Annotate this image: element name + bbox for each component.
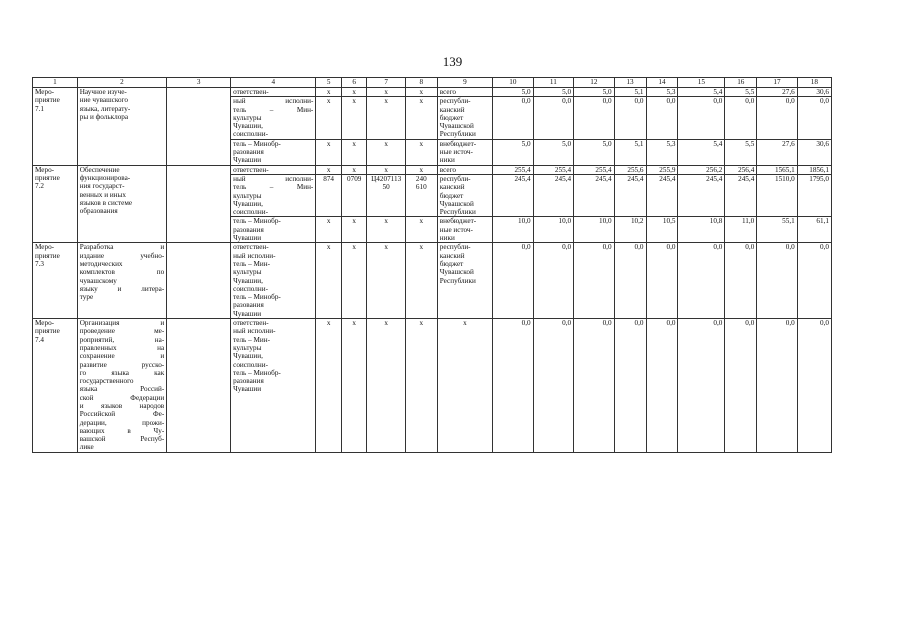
value-cell: 5,4 (678, 88, 725, 97)
value-cell: 0,0 (797, 97, 831, 139)
x-mark: х (367, 165, 405, 174)
budget-code: Ц4207113 50 (367, 174, 405, 216)
column-number-7: 7 (367, 78, 405, 88)
value-cell: 5,0 (533, 88, 573, 97)
value-cell: 0,0 (533, 97, 573, 139)
column-number-15: 15 (678, 78, 725, 88)
x-mark: х (367, 97, 405, 139)
column-number-3: 3 (167, 78, 231, 88)
x-mark: х (367, 88, 405, 97)
funding-source: всего (437, 165, 492, 174)
value-cell: 27,6 (757, 88, 797, 97)
column-number-18: 18 (797, 78, 831, 88)
x-mark: х (341, 139, 367, 165)
value-cell: 0,0 (725, 97, 757, 139)
measure-code: Меро- приятие 7.4 (33, 319, 78, 453)
funding-source: республи- канский бюджет Чувашской Республики (437, 243, 492, 319)
funding-source: республи- канский бюджет Чувашской Республики (437, 174, 492, 216)
value-cell: 0,0 (574, 319, 614, 453)
value-cell: 5,4 (678, 139, 725, 165)
value-cell: 256,2 (678, 165, 725, 174)
value-cell: 245,4 (646, 174, 678, 216)
value-cell: 5,0 (533, 139, 573, 165)
measure-code: Меро- приятие 7.1 (33, 88, 78, 166)
value-cell: 11,0 (725, 217, 757, 243)
x-mark: х (341, 319, 367, 453)
x-mark: х (405, 165, 437, 174)
value-cell: 30,6 (797, 139, 831, 165)
value-cell: 245,4 (574, 174, 614, 216)
empty-cell (167, 319, 231, 453)
value-cell: 255,9 (646, 165, 678, 174)
executor-cell: ответствен- (231, 88, 316, 97)
x-mark: х (316, 88, 342, 97)
value-cell: 5,5 (725, 139, 757, 165)
executor-cell: ответствен- ный исполни- тель – Мин- культуры Чувашии, соисполни- тель – Минобр- разования Чувашии (231, 319, 316, 453)
x-mark: х (341, 165, 367, 174)
value-cell: 0,0 (757, 243, 797, 319)
funding-source: х (437, 319, 492, 453)
x-mark: х (341, 88, 367, 97)
measure-name: Организация и проведение ме- роприятий, на- правленных на сохранение и развитие русско- го языка как государственного языка Россий- ской Федерации и языков народов Российской Фе- дерации, прожи- вающих в Чу- вашской Респуб- лике (77, 319, 166, 453)
column-number-14: 14 (646, 78, 678, 88)
value-cell: 5,0 (574, 88, 614, 97)
budget-table (32, 77, 832, 453)
value-cell: 55,1 (757, 217, 797, 243)
x-mark: х (405, 243, 437, 319)
measure-name: Научное изуче- ние чувашского языка, литерату- ры и фольклора (77, 88, 166, 166)
value-cell: 0,0 (725, 243, 757, 319)
funding-source: внебюджет- ные источ- ники (437, 217, 492, 243)
value-cell: 0,0 (574, 243, 614, 319)
value-cell: 0,0 (533, 243, 573, 319)
x-mark: х (405, 97, 437, 139)
executor-cell: тель – Минобр- разования Чувашии (231, 217, 316, 243)
value-cell: 10,0 (493, 217, 533, 243)
value-cell: 5,3 (646, 88, 678, 97)
value-cell: 5,3 (646, 139, 678, 165)
x-mark: х (341, 97, 367, 139)
executor-cell: ответствен- ный исполни- тель – Мин- культуры Чувашии, соисполни- тель – Минобр- разования Чувашии (231, 243, 316, 319)
x-mark: х (367, 139, 405, 165)
value-cell: 0,0 (614, 243, 646, 319)
value-cell: 0,0 (725, 319, 757, 453)
value-cell: 10,2 (614, 217, 646, 243)
column-number-2: 2 (77, 78, 166, 88)
x-mark: х (341, 243, 367, 319)
x-mark: х (316, 97, 342, 139)
value-cell: 5,0 (574, 139, 614, 165)
budget-code: 240 610 (405, 174, 437, 216)
value-cell: 5,1 (614, 139, 646, 165)
value-cell: 255,4 (574, 165, 614, 174)
value-cell: 5,0 (493, 88, 533, 97)
column-number-1: 1 (33, 78, 78, 88)
column-number-12: 12 (574, 78, 614, 88)
x-mark: х (316, 165, 342, 174)
value-cell: 245,4 (678, 174, 725, 216)
table-row (33, 319, 832, 453)
x-mark: х (405, 88, 437, 97)
value-cell: 256,4 (725, 165, 757, 174)
value-cell: 0,0 (533, 319, 573, 453)
column-number-9: 9 (437, 78, 492, 88)
value-cell: 0,0 (493, 243, 533, 319)
value-cell: 5,1 (614, 88, 646, 97)
value-cell: 0,0 (493, 97, 533, 139)
value-cell: 255,4 (493, 165, 533, 174)
value-cell: 5,5 (725, 88, 757, 97)
value-cell: 30,6 (797, 88, 831, 97)
column-number-16: 16 (725, 78, 757, 88)
table-row (33, 243, 832, 319)
x-mark: х (405, 139, 437, 165)
column-number-13: 13 (614, 78, 646, 88)
value-cell: 0,0 (797, 319, 831, 453)
x-mark: х (316, 217, 342, 243)
value-cell: 245,4 (614, 174, 646, 216)
value-cell: 0,0 (646, 319, 678, 453)
value-cell: 245,4 (493, 174, 533, 216)
value-cell: 0,0 (614, 319, 646, 453)
executor-cell: ный исполни- тель – Мин- культуры Чувашии, соисполни- (231, 174, 316, 216)
value-cell: 1565,1 (757, 165, 797, 174)
value-cell: 1510,0 (757, 174, 797, 216)
x-mark: х (316, 319, 342, 453)
funding-source: внебюджет- ные источ- ники (437, 139, 492, 165)
value-cell: 0,0 (646, 243, 678, 319)
executor-cell: ный исполни- тель – Мин- культуры Чувашии, соисполни- (231, 97, 316, 139)
budget-code: 0709 (341, 174, 367, 216)
column-number-4: 4 (231, 78, 316, 88)
empty-cell (167, 165, 231, 243)
column-number-6: 6 (341, 78, 367, 88)
x-mark: х (367, 217, 405, 243)
value-cell: 0,0 (493, 319, 533, 453)
budget-code: 874 (316, 174, 342, 216)
value-cell: 10,0 (574, 217, 614, 243)
x-mark: х (367, 243, 405, 319)
table-row (33, 88, 832, 97)
funding-source: всего (437, 88, 492, 97)
measure-name: Обеспечение функционирова- ния государст- венных и иных языков в системе образования (77, 165, 166, 243)
x-mark: х (316, 139, 342, 165)
value-cell: 0,0 (678, 319, 725, 453)
column-number-17: 17 (757, 78, 797, 88)
measure-name: Разработка и издание учебно- методических комплектов по чувашскому языку и литера- туре (77, 243, 166, 319)
value-cell: 10,8 (678, 217, 725, 243)
value-cell: 255,4 (533, 165, 573, 174)
x-mark: х (405, 319, 437, 453)
value-cell: 245,4 (533, 174, 573, 216)
x-mark: х (341, 217, 367, 243)
value-cell: 1856,1 (797, 165, 831, 174)
value-cell: 245,4 (725, 174, 757, 216)
value-cell: 0,0 (614, 97, 646, 139)
value-cell: 0,0 (646, 97, 678, 139)
value-cell: 0,0 (757, 97, 797, 139)
value-cell: 0,0 (574, 97, 614, 139)
value-cell: 1795,0 (797, 174, 831, 216)
executor-cell: тель – Минобр- разования Чувашии (231, 139, 316, 165)
value-cell: 0,0 (678, 97, 725, 139)
column-number-10: 10 (493, 78, 533, 88)
x-mark: х (316, 243, 342, 319)
value-cell: 10,0 (533, 217, 573, 243)
empty-cell (167, 88, 231, 166)
funding-source: республи- канский бюджет Чувашской Республики (437, 97, 492, 139)
page-number: 139 (442, 54, 463, 69)
column-number-11: 11 (533, 78, 573, 88)
measure-code: Меро- приятие 7.3 (33, 243, 78, 319)
column-number-8: 8 (405, 78, 437, 88)
value-cell: 5,0 (493, 139, 533, 165)
executor-cell: ответствен- (231, 165, 316, 174)
value-cell: 61,1 (797, 217, 831, 243)
measure-code: Меро- приятие 7.2 (33, 165, 78, 243)
value-cell: 27,6 (757, 139, 797, 165)
value-cell: 0,0 (757, 319, 797, 453)
column-number-row (33, 78, 832, 88)
value-cell: 0,0 (678, 243, 725, 319)
empty-cell (167, 243, 231, 319)
value-cell: 10,5 (646, 217, 678, 243)
table-row (33, 165, 832, 174)
column-number-5: 5 (316, 78, 342, 88)
value-cell: 255,6 (614, 165, 646, 174)
x-mark: х (405, 217, 437, 243)
x-mark: х (367, 319, 405, 453)
value-cell: 0,0 (797, 243, 831, 319)
